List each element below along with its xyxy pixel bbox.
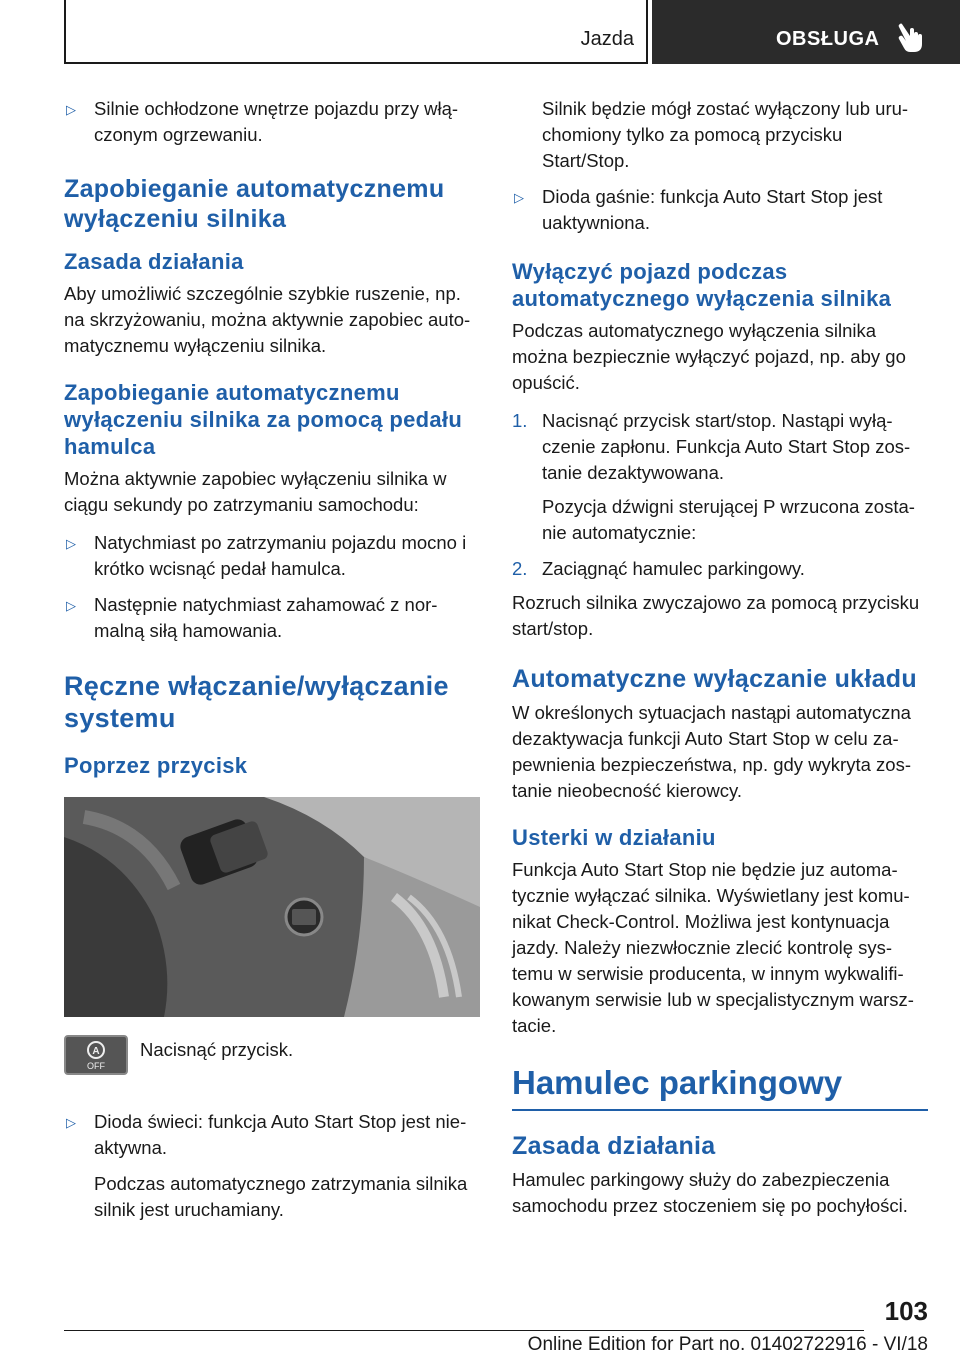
- paragraph-principle: Aby umożliwić szczególnie szybkie ruszenie, np. na skrzyżowaniu, można aktywnie zapobiec auto‐matycznemu wyłączeniu silnika.: [64, 283, 471, 356]
- svg-text:A: A: [92, 1046, 100, 1057]
- list-item: ▷ Dioda świeci: funkcja Auto Start Stop jest nie‐aktywna.: [66, 1111, 467, 1158]
- heading-parking-brake: Hamulec parkingowy: [512, 1063, 928, 1111]
- list-subtext: Silnik będzie mógł zostać wyłączony lub uru‐chomiony tylko za pomocą przycisku Start/Stop.: [542, 98, 909, 171]
- auto-start-stop-off-button-icon: [64, 1035, 128, 1075]
- pointing-hand-icon: [896, 22, 926, 54]
- triangle-bullet-icon: ▷: [66, 1115, 76, 1130]
- heading-principle-parking: Zasada działania: [512, 1132, 716, 1160]
- heading-via-button: Poprzez przycisk: [64, 753, 248, 778]
- svg-text:OFF: OFF: [87, 1061, 105, 1071]
- dashboard-photo: [64, 797, 480, 1017]
- list-item: 1. Nacisnąć przycisk start/stop. Nastąpi wyłą‐czenie zapłonu. Funkcja Auto Start Stop zos‐tanie dezaktywowana.: [512, 410, 911, 483]
- paragraph-auto-deactivation: W określonych sytuacjach nastąpi automatyczna dezaktywacja funkcji Auto Start Stop w celu za‐pewnienia bezpieczeństwa, np. gdy wykryta zos‐tanie nieobecność kierowcy.: [512, 702, 911, 801]
- list-item: ▷ Natychmiast po zatrzymaniu pojazdu mocno i krótko wcisnąć pedał hamulca.: [66, 532, 467, 579]
- paragraph-switch-off: Podczas automatycznego wyłączenia silnika można bezpiecznie wyłączyć pojazd, np. aby go opuścić.: [512, 320, 906, 393]
- heading-manual-toggle: Ręczne włączanie/wyłączanie systemu: [64, 671, 449, 733]
- list-item: ▷ Dioda gaśnie: funkcja Auto Start Stop jest uaktywniona.: [514, 186, 883, 233]
- section-label: Jazda: [580, 28, 634, 50]
- chapter-label: OBSŁUGA: [776, 28, 880, 50]
- press-button-caption: Nacisnąć przycisk.: [140, 1039, 294, 1060]
- paragraph-restart: Rozruch silnika zwyczajowo za pomocą przycisku start/stop.: [512, 592, 920, 639]
- header-section-box: [64, 0, 648, 64]
- left-column: [64, 96, 480, 1233]
- paragraph-brake: Można aktywnie zapobiec wyłączeniu silnika w ciągu sekundy po zatrzymaniu samochodu:: [64, 468, 447, 515]
- triangle-bullet-icon: ▷: [66, 536, 76, 551]
- triangle-bullet-icon: ▷: [514, 190, 524, 205]
- page-number: 103: [884, 1296, 928, 1326]
- triangle-bullet-icon: ▷: [66, 598, 76, 613]
- footer-divider: [64, 1330, 864, 1331]
- paragraph-parking: Hamulec parkingowy służy do zabezpieczenia samochodu przez stoczeniem się po pochyłości.: [512, 1169, 908, 1216]
- paragraph-malfunction: Funkcja Auto Start Stop nie będzie juz automa‐tycznie wyłączać silnika. Wyświetlany jest komu‐nikat Check-Control. Możliwa jest kontynuacja jazdy. Należy niezwłocznie zlecić kontrolę sys‐temu w serwisie producenta, w innym wykwalifi‐kowanym serwisie lub w specjalistycznym warsz‐tacie.: [512, 859, 914, 1036]
- heading-auto-deactivation: Automatyczne wyłączanie układu: [512, 665, 917, 693]
- footer-edition: Online Edition for Part no. 01402722916 - VI/18: [527, 1334, 928, 1355]
- list-subtext: Pozycja dźwigni sterującej P wrzucona zosta‐nie automatycznie:: [542, 496, 915, 543]
- heading-malfunction: Usterki w działaniu: [512, 825, 716, 850]
- right-column: [512, 96, 928, 1231]
- heading-principle: Zasada działania: [64, 249, 244, 274]
- heading-switch-off-vehicle: Wyłączyć pojazd podczas automatycznego wyłączenia silnika: [512, 259, 892, 311]
- list-subtext: Podczas automatycznego zatrzymania silnika silnik jest uruchamiany.: [94, 1173, 468, 1220]
- button-instruction: [64, 1035, 480, 1091]
- triangle-bullet-icon: ▷: [66, 102, 76, 117]
- heading-brake-pedal: Zapobieganie automatycznemu wyłączeniu silnika za pomocą pedału hamulca: [64, 380, 463, 459]
- list-item: 2. Zaciągnąć hamulec parkingowy.: [512, 558, 805, 579]
- list-item: ▷ Następnie natychmiast zahamować z nor‐malną siłą hamowania.: [66, 594, 438, 641]
- list-item: ▷ Silnie ochłodzone wnętrze pojazdu przy włą‐czonym ogrzewaniu.: [66, 98, 459, 145]
- heading-prevent-auto-off: Zapobieganie automatycznemu wyłączeniu silnika: [64, 175, 445, 233]
- header-chapter-box: [652, 0, 960, 64]
